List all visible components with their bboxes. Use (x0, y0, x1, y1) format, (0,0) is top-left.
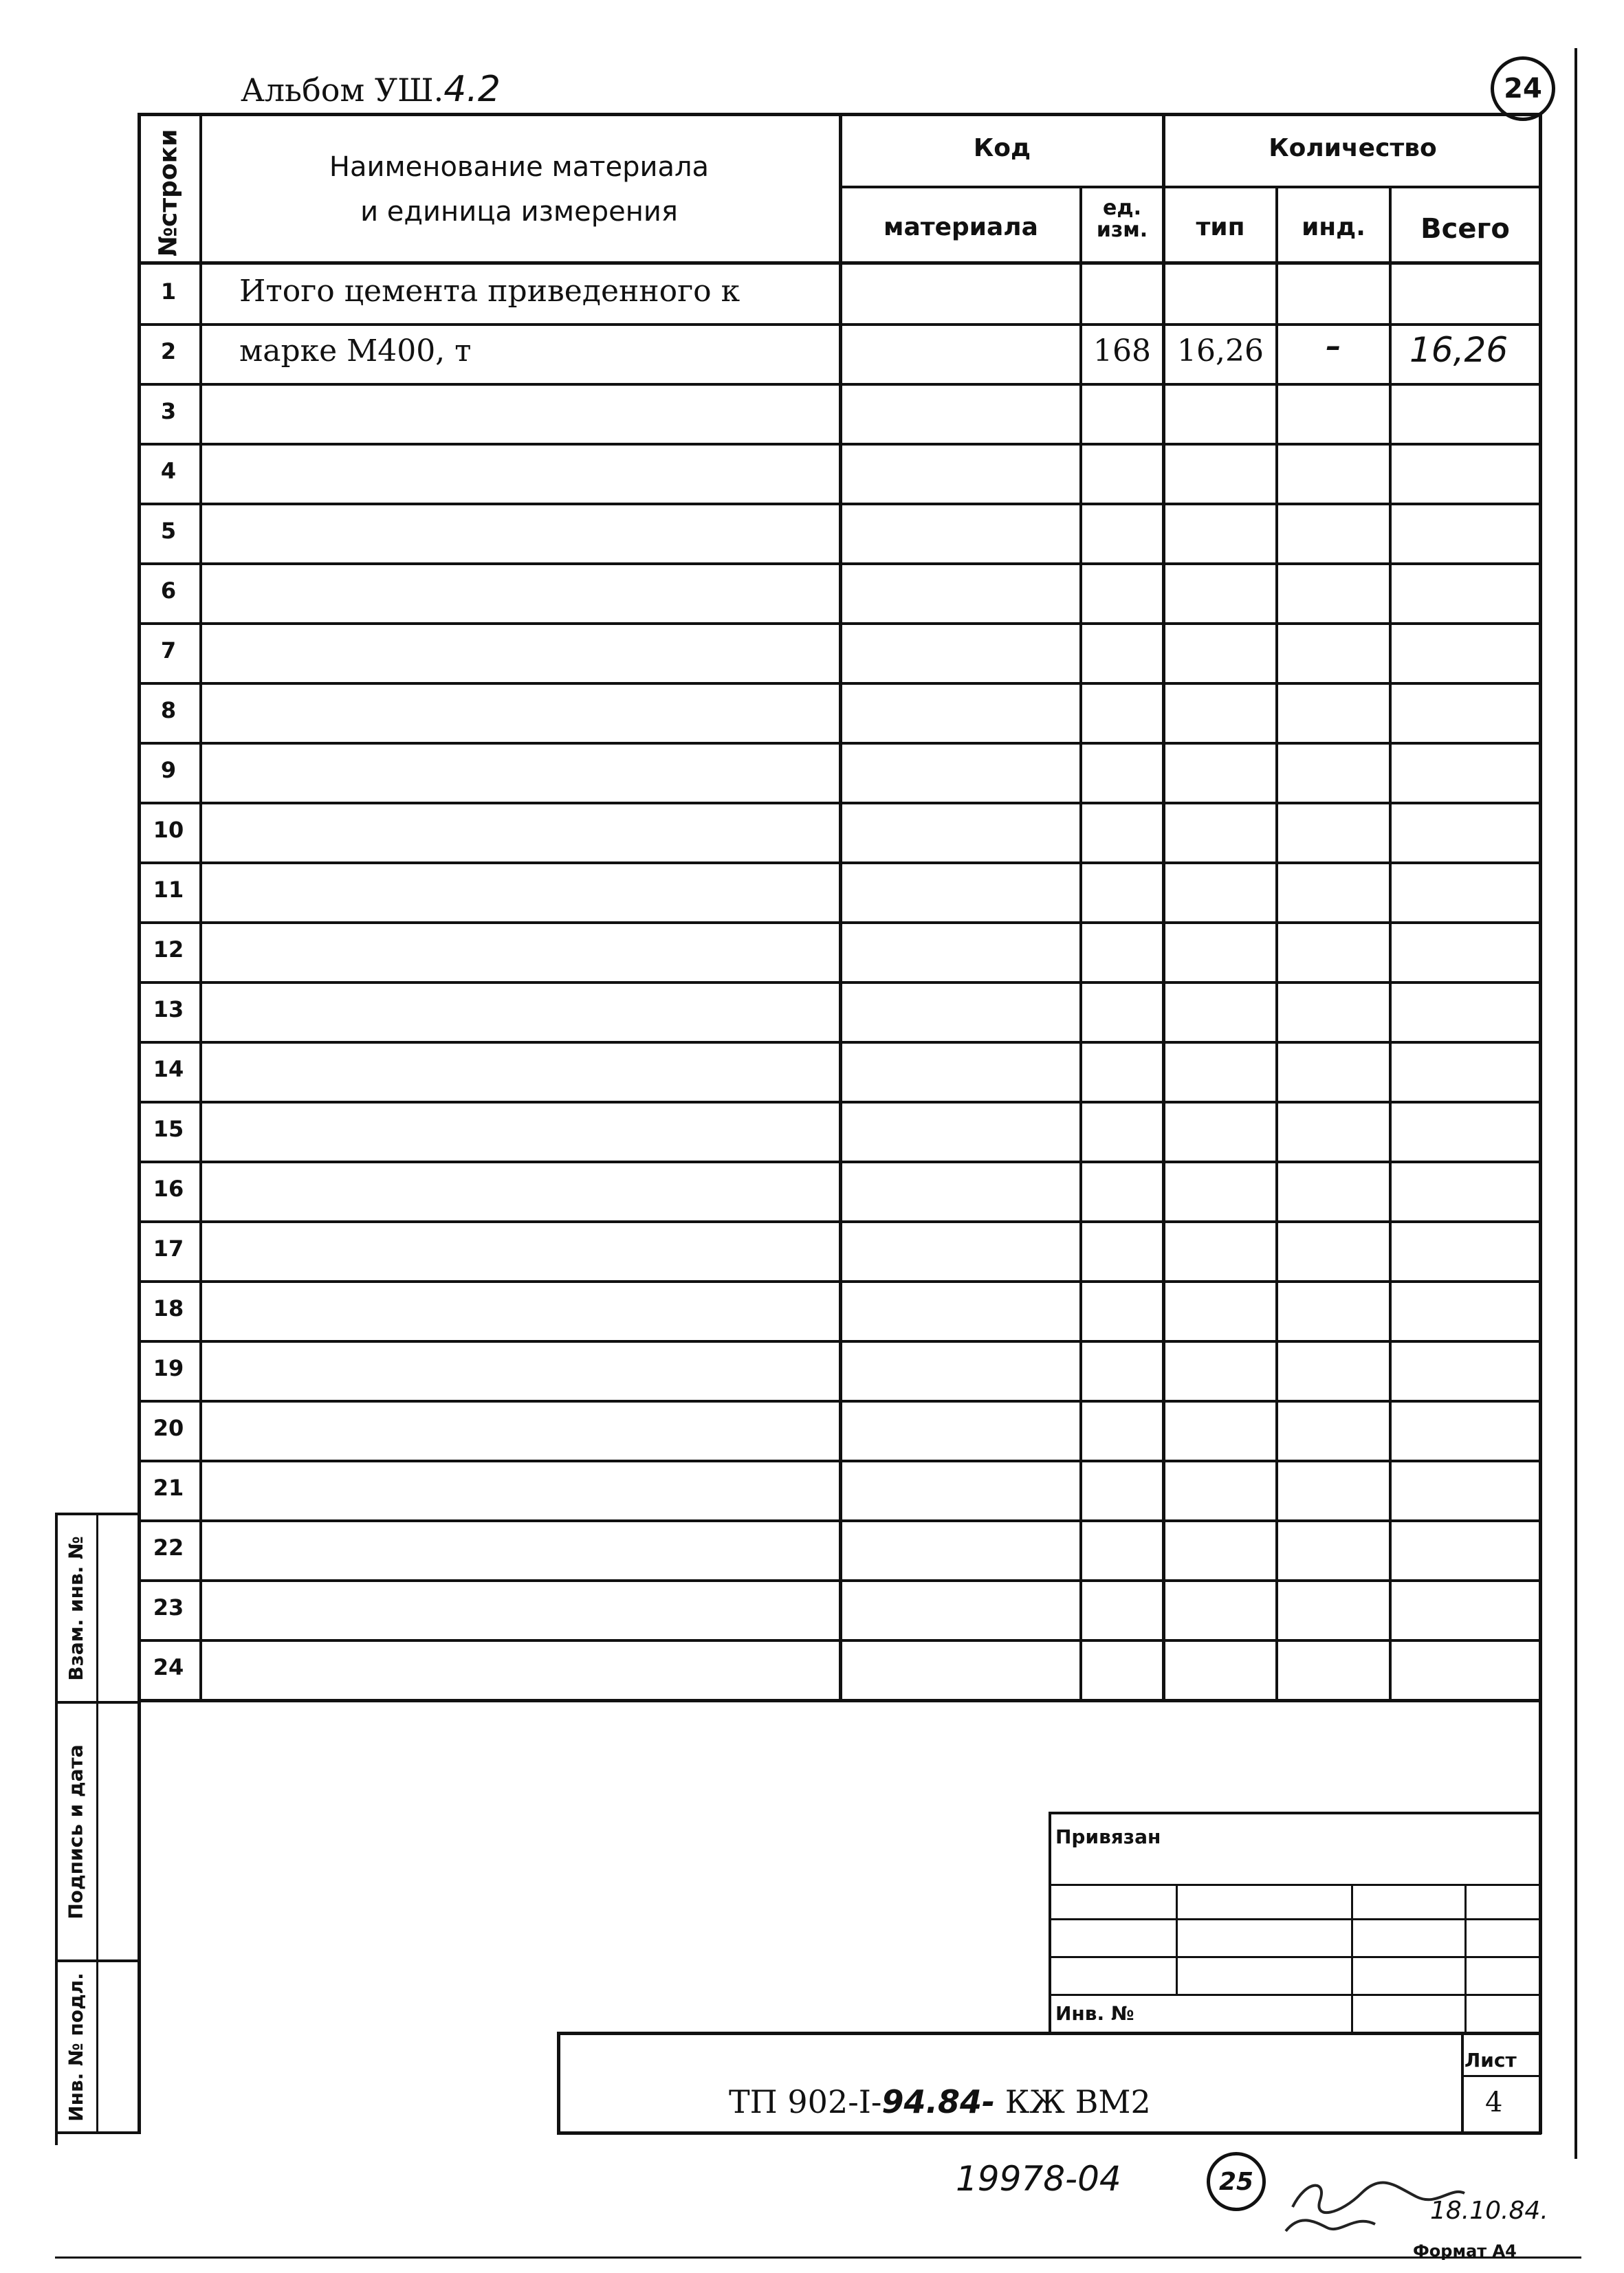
inventory-circle (1207, 2152, 1266, 2211)
row-line (138, 1041, 1541, 1044)
row-number: 22 (153, 1535, 184, 1561)
col-line-name (839, 113, 842, 1701)
tb-bound-left (1049, 1812, 1051, 2032)
row-number: 6 (160, 578, 177, 604)
header-qty-individual: инд. (1302, 213, 1365, 241)
signature-date: 18.10.84. (1430, 2197, 1548, 2225)
row-line (138, 622, 1541, 625)
row-line (138, 1400, 1541, 1403)
row-line (138, 802, 1541, 804)
tb-bound-col (1464, 1884, 1467, 2032)
row-number: 1 (160, 278, 177, 305)
table-right-border (1539, 113, 1542, 2134)
header-name-line2: и единица измерения (360, 196, 678, 228)
row-2-name: марке М400, т (239, 333, 472, 369)
row-line (138, 921, 1541, 924)
stamp-replaced-inv-text: Взам. инв. № (64, 1535, 87, 1681)
stamp-signature-date-text: Подпись и дата (64, 1744, 87, 1920)
tb-bound-label: Привязан (1055, 1825, 1161, 1848)
row-number: 23 (153, 1594, 184, 1621)
row-number: 20 (153, 1415, 184, 1441)
inventory-circle-text: 25 (1218, 2167, 1254, 2196)
tb-inv-label: Инв. № (1055, 2002, 1134, 2025)
row-line (138, 1280, 1541, 1283)
document-code (729, 2083, 1151, 2120)
row-line (138, 682, 1541, 685)
header-row-number-text: №строки (154, 129, 183, 256)
header-qty-total: Всего (1420, 213, 1510, 245)
tb-bound-col (1351, 1884, 1353, 2032)
album-number: 4.2 (443, 69, 501, 110)
row-line (138, 981, 1541, 984)
table-body-bottom-line (138, 1699, 1541, 1702)
tb-sheet-left (1461, 2032, 1464, 2135)
side-stamp-bottom-line (55, 2131, 139, 2134)
tb-bound-top (1049, 1812, 1541, 1814)
row-line (138, 562, 1541, 565)
row-number: 14 (153, 1056, 184, 1082)
row-number: 2 (160, 338, 177, 364)
side-stamp-inner-line (96, 1513, 98, 2131)
row-2-total: 16,26 (1409, 330, 1508, 370)
row-number: 17 (153, 1236, 184, 1262)
sheet-value: 4 (1485, 2087, 1503, 2118)
stamp-original-inv-text: Инв. № подл. (64, 1972, 87, 2122)
stamp-signature-date (55, 1704, 96, 1959)
row-line (138, 1101, 1541, 1103)
header-qty-type: тип (1196, 213, 1245, 241)
row-line (138, 1519, 1541, 1522)
header-code-unit-line2: изм. (1096, 218, 1148, 242)
row-line (138, 443, 1541, 446)
header-code: Код (973, 134, 1031, 162)
inventory-number: 19978-04 (956, 2159, 1121, 2199)
header-name-line1: Наименование материала (329, 151, 710, 183)
row-number: 12 (153, 936, 184, 963)
sheet-label: Лист (1464, 2049, 1517, 2072)
col-line-material (1079, 186, 1082, 1701)
tb-main-bottom (557, 2131, 1541, 2135)
row-number: 24 (153, 1654, 184, 1680)
row-line (138, 1639, 1541, 1642)
row-1-name: Итого цемента приведенного к (239, 274, 740, 309)
row-2-unit: 168 (1093, 333, 1151, 369)
header-sub-line (839, 186, 1541, 188)
header-quantity: Количество (1269, 134, 1437, 162)
row-line (138, 861, 1541, 864)
stamp-replaced-inv (55, 1515, 96, 1701)
tb-bound-line (1049, 1918, 1541, 1920)
row-number: 7 (160, 637, 177, 663)
tb-sheet-divider (1461, 2075, 1541, 2077)
row-number: 9 (160, 757, 177, 783)
row-line (138, 323, 1541, 326)
col-line-unit (1162, 113, 1165, 1701)
row-line (138, 742, 1541, 745)
row-number: 11 (153, 877, 184, 903)
tb-main-left (557, 2032, 560, 2135)
col-line-type (1275, 186, 1278, 1701)
col-line-rownum (199, 113, 202, 1701)
row-number: 5 (160, 518, 177, 544)
document-code-number: 94.84- (881, 2083, 996, 2120)
row-number: 18 (153, 1295, 184, 1321)
row-line (138, 1460, 1541, 1462)
document-code-suffix: КЖ ВМ2 (995, 2083, 1151, 2120)
row-number: 10 (153, 817, 184, 843)
row-line (138, 1161, 1541, 1163)
tb-main-top (557, 2032, 1541, 2035)
row-number: 4 (160, 458, 177, 484)
document-code-prefix: ТП 902-I- (729, 2083, 882, 2120)
format-label: Формат А4 (1413, 2241, 1517, 2261)
header-row-number (138, 124, 199, 261)
row-line (138, 1579, 1541, 1582)
header-code-material: материала (884, 213, 1038, 241)
album-label-text: Альбом УШ. (241, 72, 444, 109)
tb-bound-line (1049, 1884, 1541, 1886)
row-line (138, 1220, 1541, 1223)
stamp-original-inv (55, 1962, 96, 2131)
col-line-ind (1389, 186, 1392, 1701)
row-number: 8 (160, 697, 177, 723)
tb-bound-col (1176, 1884, 1178, 1994)
album-label (241, 69, 501, 110)
row-2-type: 16,26 (1177, 333, 1264, 369)
row-number: 15 (153, 1116, 184, 1142)
row-number: 13 (153, 996, 184, 1022)
frame-right-line (1574, 48, 1577, 2159)
tb-bound-line (1049, 1956, 1541, 1958)
header-code-unit-line1: ед. (1103, 196, 1141, 220)
page-number-circle (1491, 56, 1555, 121)
row-2-individual: – (1326, 329, 1341, 364)
row-number: 19 (153, 1355, 184, 1381)
row-number: 21 (153, 1475, 184, 1501)
page-number: 24 (1504, 73, 1542, 105)
row-line (138, 1340, 1541, 1343)
frame-bottom-line (55, 2256, 1581, 2259)
row-line (138, 383, 1541, 386)
row-number: 16 (153, 1176, 184, 1202)
tb-bound-line (1049, 1994, 1541, 1996)
row-line (138, 503, 1541, 505)
row-number: 3 (160, 398, 177, 424)
